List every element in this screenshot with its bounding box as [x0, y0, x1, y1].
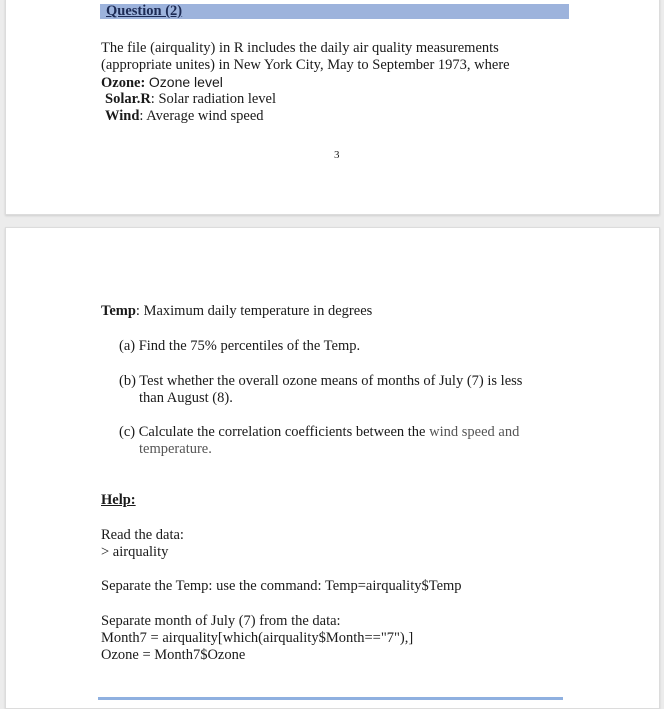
wind-variable [105, 108, 264, 125]
temp-label: Temp [101, 303, 136, 319]
help-separate-month-label: Separate month of July (7) from the data: [101, 613, 341, 629]
task-c-line-2: temperature. [139, 441, 212, 457]
ozone-label: Ozone: [101, 75, 146, 91]
intro-line-2: (appropriate unites) in New York City, May to September 1973, where [101, 57, 510, 73]
task-b-line-2: than August (8). [139, 390, 233, 406]
question-title: Question (2) [106, 3, 183, 19]
ozone-variable [101, 74, 223, 92]
help-read-command: > airquality [101, 544, 169, 560]
page-number: 3 [334, 149, 340, 161]
ozone-description: Ozone level [148, 74, 223, 90]
help-separate-temp: Separate the Temp: use the command: Temp=airquality$Temp [101, 578, 462, 594]
task-a: (a) Find the 75% percentiles of the Temp. [119, 338, 361, 354]
solar-label: Solar.R [105, 91, 151, 107]
solar-description: : Solar radiation level [150, 91, 277, 107]
solar-variable [105, 91, 276, 108]
task-c-text: (c) Calculate the correlation coefficients between the [119, 424, 430, 440]
help-ozone-command: Ozone = Month7$Ozone [101, 647, 246, 663]
help-read-label: Read the data: [101, 527, 184, 543]
document-page-2 [5, 227, 660, 709]
temp-variable [101, 303, 372, 320]
document-page-1 [5, 0, 660, 215]
help-heading: Help: [101, 492, 136, 508]
temp-description: : Maximum daily temperature in degrees [135, 303, 373, 319]
task-b-line-1: (b) Test whether the overall ozone means of months of July (7) is less [119, 373, 523, 389]
task-c-wind-speed: wind speed and [429, 424, 520, 440]
intro-line-1: The file (airquality) in R includes the daily air quality measurements [101, 40, 499, 56]
wind-description: : Average wind speed [139, 108, 264, 124]
task-c-line-1 [119, 424, 519, 441]
wind-label: Wind [105, 108, 140, 124]
help-month-command: Month7 = airquality[which(airquality$Month=="7"),] [101, 630, 414, 646]
